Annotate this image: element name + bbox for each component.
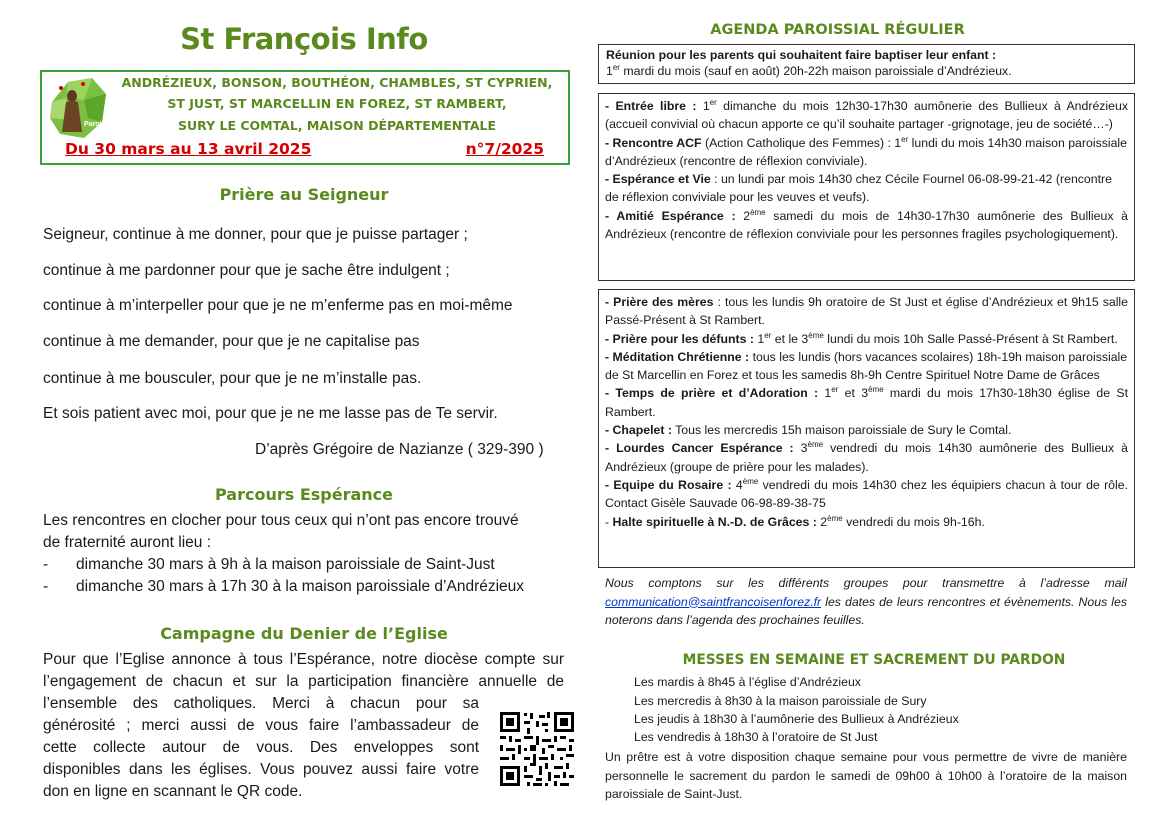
bullet-dash: -: [43, 578, 49, 595]
page-title: St François Info: [180, 22, 428, 56]
mass-line: Les mardis à 8h45 à l’église d’Andrézieux: [634, 675, 861, 689]
denier-line: générosité ; merci aussi de vous faire l’ambassadeur de: [43, 717, 479, 734]
halte-item: - Halte spirituelle à N.-D. de Grâces : 2ème vendredi du mois 9h-16h.: [605, 513, 985, 529]
ordinal-suffix: er: [612, 62, 620, 72]
qr-code-icon[interactable]: [498, 710, 576, 792]
adoration-item: - Temps de prière et d’Adoration : 1er et 3ème mardi du mois 17h30-18h30 église de St Rambert.: [605, 385, 1128, 419]
denier-line: Pour que l’Eglise annonce à tous l’Espérance, notre diocèse compte sur: [43, 651, 564, 668]
parish-list-line-1: ANDRÉZIEUX, BONSON, BOUTHÉON, CHAMBLES, ST CYPRIEN,: [121, 75, 553, 90]
meditation-item: - Méditation Chrétienne : tous les lundis (hors vacances scolaires) 18h-19h maison paroissiale de St Marcellin en Forez et tous les samedis 8h-9h Centre Spirituel Notre Dame de Grâces: [605, 349, 1128, 383]
agenda-box-prayer: [598, 289, 1135, 568]
prayer-attribution: D’après Grégoire de Nazianze ( 329-390 ): [255, 441, 544, 458]
prayer-line: continue à m’interpeller pour que je ne m’enferme pas en moi-même: [43, 297, 513, 314]
parcours-bullet: dimanche 30 mars à 17h 30 à la maison paroissiale d’Andrézieux: [76, 578, 525, 595]
denier-line: disponibles dans les églises. Vous pouvez aussi faire votre: [43, 761, 479, 778]
email-link[interactable]: communication@saintfrancoisenforez.fr: [605, 594, 822, 609]
header-box: [40, 70, 570, 165]
issue-number: n°7/2025: [465, 140, 544, 158]
lourdes-item: - Lourdes Cancer Espérance : 3ème vendredi du mois 14h30 aumônerie des Bullieux à Andrézieux (groupe de prière pour les malades).: [605, 440, 1129, 474]
baptism-text: mardi du mois (sauf en août) 20h-22h maison paroissiale d’Andrézieux.: [619, 64, 1012, 78]
chapelet-item: - Chapelet : Tous les mercredis 15h maison paroissiale de Sury le Comtal.: [605, 423, 1012, 438]
denier-title: Campagne du Denier de l’Eglise: [160, 624, 448, 643]
denier-line: don en ligne en scannant le QR code.: [43, 783, 303, 800]
prayer-title: Prière au Seigneur: [219, 185, 389, 204]
prayer-line: Seigneur, continue à me donner, pour que je puisse partager ;: [43, 226, 468, 243]
pardon-text: Un prêtre est à votre disposition chaque semaine pour vous permettre de vivre de manière personnelle le sacrement du pardon le samedi de 09h00 à 10h00 à l’oratoire de la maison paroissiale de Saint-Just.: [605, 750, 1127, 801]
parcours-intro: de fraternité auront lieu :: [43, 534, 212, 551]
logo-text: Paroisse: [84, 121, 114, 128]
esperance-vie-item: - Espérance et Vie : un lundi par mois 14h30 chez Cécile Fournel 06-08-99-21-42 (rencontre de réflexion conviviale pour les veuves et veufs).: [605, 172, 1112, 205]
amitie-esperance-item: - Amitié Espérance : 2ème samedi du mois de 14h30-17h30 aumônerie des Bullieux à Andrézieux (rencontre de réflexion conviviale pour les personnes fragiles psychologiquement).: [605, 207, 1128, 242]
issue-dates: Du 30 mars au 13 avril 2025: [65, 140, 312, 158]
agenda-note: Nous comptons sur les différents groupes pour transmettre à l’adresse mail communication@saintfrancoisenforez.fr les dates de leurs rencontres et évènements. Nous les noterons dans l’agenda des prochaines feuilles.: [605, 576, 1127, 627]
denier-line: l’ensemble des catholiques. Merci à chacun pour sa: [43, 695, 479, 712]
parish-list-line-3: SURY LE COMTAL, MAISON DÉPARTEMENTALE: [178, 118, 496, 133]
bullet-dash: -: [43, 556, 49, 573]
prayer-line: continue à me bousculer, pour que je ne m’installe pas.: [43, 370, 422, 387]
masses-title: MESSES EN SEMAINE ET SACREMENT DU PARDON: [682, 652, 1066, 668]
prayer-line: Et sois patient avec moi, pour que je ne me lasse pas de Te servir.: [43, 405, 498, 422]
parcours-intro: Les rencontres en clocher pour tous ceux qui n’ont pas encore trouvé: [43, 512, 519, 529]
rosaire-item: - Equipe du Rosaire : 4ème vendredi du mois 14h30 chez les équipiers chacun à tour de rôle. Contact Gisèle Sauvade 06-98-89-38-75: [605, 476, 1128, 511]
prayer-line: continue à me demander, pour que je ne capitalise pas: [43, 333, 420, 350]
baptism-title: Réunion pour les parents qui souhaitent faire baptiser leur enfant :: [606, 48, 997, 62]
entree-libre-item: - Entrée libre : 1er dimanche du mois 12h30-17h30 aumônerie des Bullieux à Andrézieux (accueil convivial où chacun apporte ce qu’il souhaite partager -grignotage, jeu de société…-): [605, 97, 1128, 132]
acf-item: - Rencontre ACF (Action Catholique des Femmes) : 1er lundi du mois 14h30 maison paroissiale d’Andrézieux (rencontre de réflexion conviviale).: [605, 134, 1128, 168]
ordinal-number: 1: [606, 64, 613, 78]
mass-line: Les jeudis à 18h30 à l’aumônerie des Bullieux à Andrézieux: [634, 712, 959, 726]
parcours-bullet: dimanche 30 mars à 9h à la maison paroissiale de Saint-Just: [76, 556, 495, 573]
denier-line: l’engagement de chacun et sur la participation financière annuelle de: [43, 673, 564, 690]
prayer-meres-item: - Prière des mères : tous les lundis 9h oratoire de St Just et église d’Andrézieux et 9h15 salle Passé-Présent à St Rambert.: [605, 295, 1129, 328]
baptism-box: [598, 44, 1135, 84]
prayer-defunts-item: - Prière pour les défunts : 1er et le 3ème lundi du mois 10h Salle Passé-Présent à St Rambert.: [605, 330, 1118, 346]
mass-line: Les mercredis à 8h30 à la maison paroissiale de Sury: [634, 694, 927, 708]
agenda-title: AGENDA PAROISSIAL RÉGULIER: [710, 22, 965, 38]
denier-line: cette collecte autour de vous. Des enveloppes sont: [43, 739, 479, 756]
agenda-box-meetings: [598, 93, 1135, 281]
mass-line: Les vendredis à 18h30 à l’oratoire de St Just: [634, 730, 878, 744]
parcours-title: Parcours Espérance: [214, 485, 393, 504]
prayer-line: continue à me pardonner pour que je sache être indulgent ;: [43, 262, 450, 279]
parish-list-line-2: ST JUST, ST MARCELLIN EN FOREZ, ST RAMBERT,: [167, 96, 507, 111]
parish-logo-icon: [48, 74, 114, 142]
